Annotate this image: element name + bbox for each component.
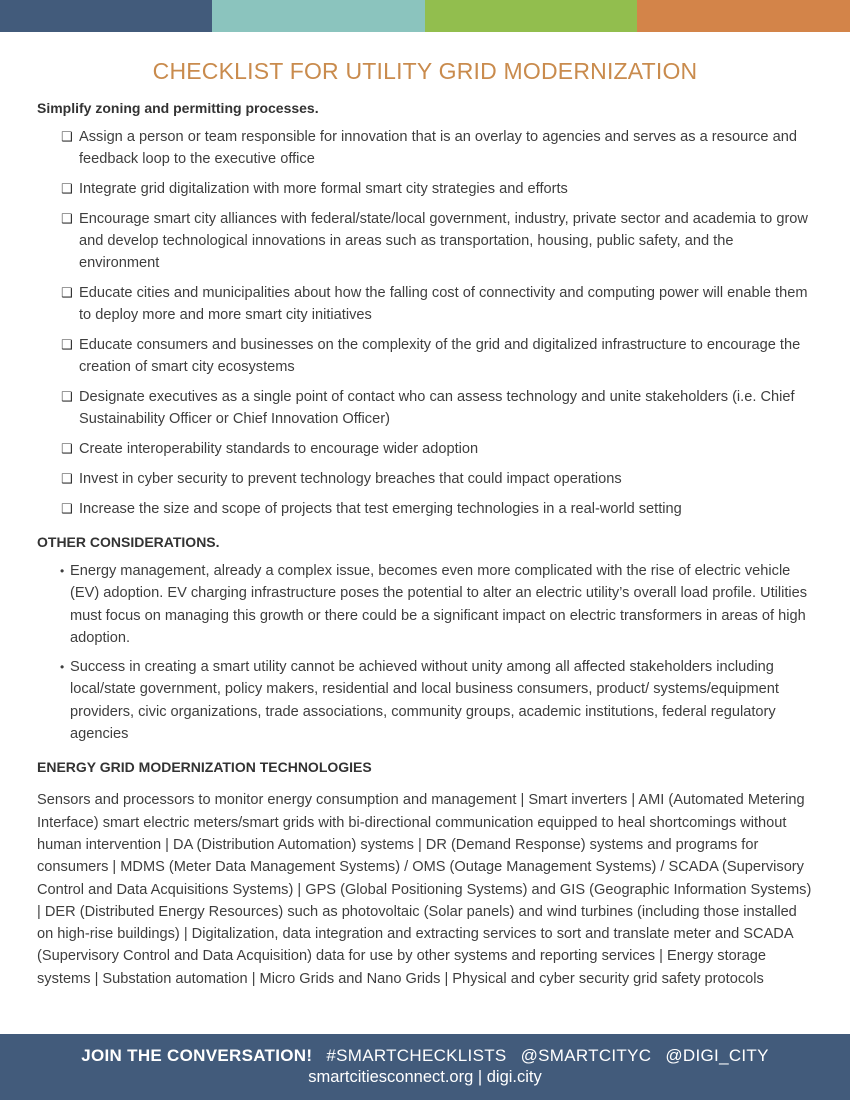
footer-banner (0, 1034, 850, 1100)
twitter-handle-smartcityc[interactable]: @SMARTCITYC (520, 1046, 652, 1065)
considerations-list (37, 560, 815, 745)
join-conversation-label: JOIN THE CONVERSATION! (81, 1046, 313, 1065)
footer-websites[interactable]: smartcitiesconnect.org | digi.city (308, 1068, 542, 1086)
checklist-item (37, 334, 815, 378)
section-heading-permitting: Simplify zoning and permitting processes. (37, 100, 319, 116)
section-heading-technologies: ENERGY GRID MODERNIZATION TECHNOLOGIES (37, 759, 372, 776)
checklist-item (37, 438, 815, 460)
checkbox-icon[interactable]: ❑ (61, 501, 73, 516)
checklist-item (37, 126, 815, 170)
color-bar-teal (212, 0, 425, 32)
checklist-item (37, 208, 815, 274)
section-heading-other-considerations: OTHER CONSIDERATIONS. (37, 534, 220, 550)
checkbox-icon[interactable]: ❑ (61, 471, 73, 486)
checklist-item-text: Assign a person or team responsible for innovation that is an overlay to agencies and serves as a resource and feedback loop to the executive office (79, 129, 797, 167)
list-item-text: Energy management, already a complex issue, becomes even more complicated with the rise of electric vehicle (EV) adoption. EV charging infrastructure poses the potential to alter an electric utility’s overall load profile. Utilities must focus on managing this growth or there could be a significant impact on electric transformers in areas of high adoption. (70, 563, 808, 646)
checkbox-icon[interactable]: ❑ (61, 389, 73, 404)
color-bar-orange (637, 0, 850, 32)
twitter-handle-digi-city[interactable]: @DIGI_CITY (665, 1046, 769, 1065)
technologies-paragraph: Sensors and processors to monitor energy consumption and management | Smart inverters | AMI (Automated Metering Interface) smart electric meters/smart grids with bi-directional communication equipped to heal shortcomings without human intervention | DA (Distribution Automation) systems | DR (Demand Response) systems and programs for consumers | MDMS (Meter Data Management Systems) / OMS (Outage Management Systems) / SCADA (Supervisory Control and Data Acquisitions Systems) | GPS (Global Positioning Systems) and GIS (Geographic Information Systems) | DER (Distributed Energy Resources) such as photovoltaic (Solar panels) and wind turbines (including those installed on high-rise buildings) | Digitalization, data integration and extracting services to sort and translate meter and SCADA (Supervisory Control and Data Acquisition) data for use by other systems and reporting services | Energy storage systems | Substation automation | Micro Grids and Nano Grids | Physical and cyber security grid safety protocols (37, 792, 812, 987)
checklist-item-text: Educate consumers and businesses on the complexity of the grid and digitalized infrastructure to encourage the creation of smart city ecosystems (79, 337, 801, 375)
checklist-item (37, 468, 815, 490)
checklist-item-text: Increase the size and scope of projects that test emerging technologies in a real-world setting (79, 501, 682, 517)
hashtag-link[interactable]: #SMARTCHECKLISTS (326, 1046, 507, 1065)
checklist-item (37, 178, 815, 200)
list-item-text: Success in creating a smart utility cannot be achieved without unity among all affected stakeholders including local/state government, policy makers, residential and local business consumers, product/ systems/equipment providers, civic organizations, trade associations, community groups, academic institutions, federal regulatory agencies (70, 659, 779, 743)
bullet-icon: • (60, 564, 65, 578)
main-content (37, 100, 815, 990)
checklist-item (37, 498, 815, 520)
checkbox-icon[interactable]: ❑ (61, 285, 73, 300)
checklist-item (37, 386, 815, 430)
color-bar-green (425, 0, 637, 32)
checkbox-icon[interactable]: ❑ (61, 129, 73, 144)
bullet-icon: • (60, 660, 65, 675)
checklist-item-text: Educate cities and municipalities about how the falling cost of connectivity and computing power will enable them to deploy more and more smart city initiatives (79, 285, 808, 323)
checkbox-icon[interactable]: ❑ (61, 441, 73, 456)
checklist-item-text: Integrate grid digitalization with more formal smart city strategies and efforts (79, 181, 568, 197)
checklist (37, 126, 815, 520)
checklist-item (37, 282, 815, 326)
top-color-bars (0, 0, 850, 32)
list-item (37, 656, 815, 745)
checklist-item-text: Encourage smart city alliances with federal/state/local government, industry, private sector and academia to grow and develop technological innovations in areas such as transportation, housing, public safety, and the environment (79, 211, 808, 271)
checkbox-icon[interactable]: ❑ (61, 181, 73, 196)
checklist-item-text: Invest in cyber security to prevent technology breaches that could impact operations (79, 471, 622, 487)
checkbox-icon[interactable]: ❑ (61, 337, 73, 352)
checklist-item-text: Create interoperability standards to encourage wider adoption (79, 441, 479, 457)
list-item (37, 560, 815, 649)
checkbox-icon[interactable]: ❑ (61, 211, 73, 226)
page-title: CHECKLIST FOR UTILITY GRID MODERNIZATION (152, 58, 698, 84)
checklist-item-text: Designate executives as a single point of contact who can assess technology and unite stakeholders (i.e. Chief Sustainability Officer or Chief Innovation Officer) (79, 389, 795, 427)
footer-social-line (0, 1046, 850, 1066)
color-bar-navy (0, 0, 212, 32)
